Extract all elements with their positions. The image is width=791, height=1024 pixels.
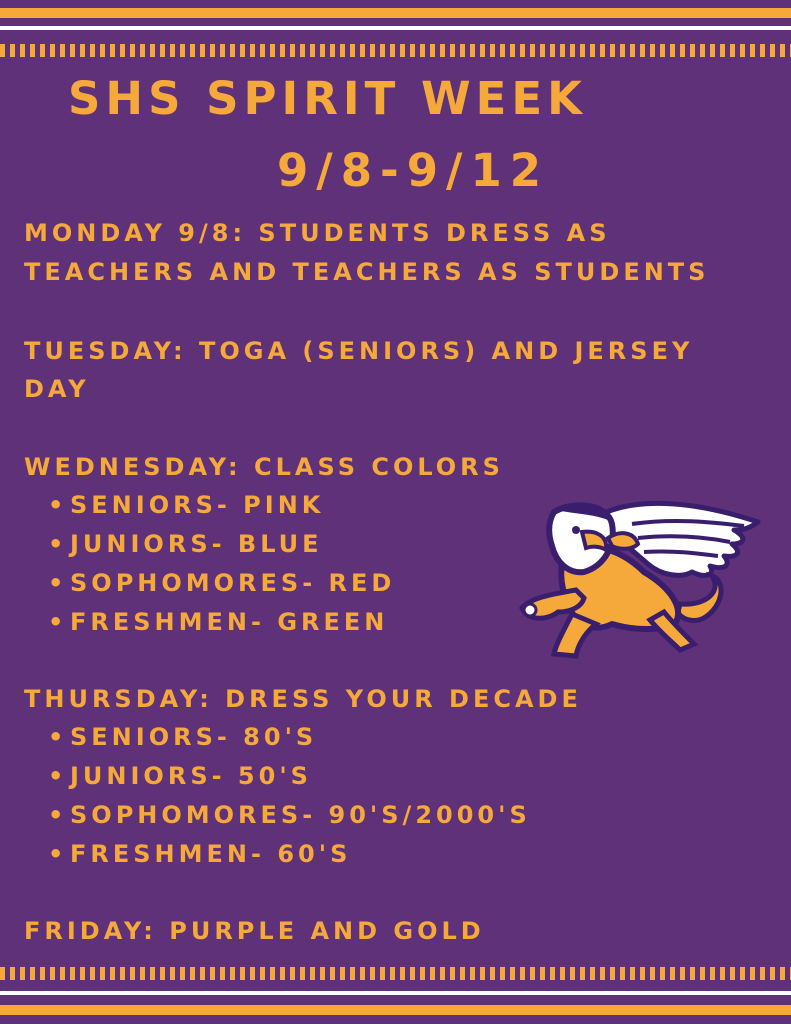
wednesday-item-label: JUNIORS- BLUE — [70, 530, 323, 558]
tuesday-line-1: TUESDAY: TOGA (SENIORS) AND JERSEY — [24, 337, 694, 365]
flyer-title: SHS SPIRIT WEEK — [68, 72, 588, 125]
bullet-icon: • — [48, 491, 68, 519]
thursday-item-label: JUNIORS- 50'S — [70, 762, 312, 790]
thursday-item — [48, 835, 351, 873]
thursday-item — [48, 718, 317, 756]
bullet-icon: • — [48, 569, 68, 597]
wednesday-item — [48, 603, 388, 641]
wednesday-item — [48, 486, 324, 524]
friday-line: FRIDAY: PURPLE AND GOLD — [24, 917, 485, 945]
monday-line-2: TEACHERS AND TEACHERS AS STUDENTS — [24, 258, 710, 286]
wednesday-item-label: SENIORS- PINK — [70, 491, 325, 519]
thursday-item-label: FRESHMEN- 60'S — [70, 840, 352, 868]
bullet-icon: • — [48, 530, 68, 558]
thursday-item-label: SENIORS- 80'S — [70, 723, 318, 751]
thursday-item — [48, 796, 531, 834]
flyer-dates: 9/8-9/12 — [277, 144, 550, 197]
bullet-icon: • — [48, 723, 68, 751]
thursday-heading: THURSDAY: DRESS YOUR DECADE — [24, 685, 582, 713]
top-gold-bar — [0, 8, 791, 18]
wednesday-item — [48, 525, 323, 563]
top-white-bar — [0, 26, 791, 30]
bottom-white-bar — [0, 991, 791, 995]
bullet-icon: • — [48, 762, 68, 790]
wednesday-item — [48, 564, 395, 602]
bullet-icon: • — [48, 801, 68, 829]
tuesday-line-2: DAY — [24, 375, 90, 403]
griffin-mascot-icon — [512, 494, 764, 664]
thursday-item-label: SOPHOMORES- 90'S/2000'S — [70, 801, 531, 829]
bottom-gold-bar — [0, 1005, 791, 1015]
top-tick-border — [0, 44, 791, 57]
bullet-icon: • — [48, 608, 68, 636]
bottom-tick-border — [0, 967, 791, 980]
bullet-icon: • — [48, 840, 68, 868]
thursday-item — [48, 757, 312, 795]
wednesday-heading: WEDNESDAY: CLASS COLORS — [24, 453, 504, 481]
wednesday-item-label: FRESHMEN- GREEN — [70, 608, 389, 636]
wednesday-item-label: SOPHOMORES- RED — [70, 569, 396, 597]
monday-line-1: MONDAY 9/8: STUDENTS DRESS AS — [24, 219, 611, 247]
